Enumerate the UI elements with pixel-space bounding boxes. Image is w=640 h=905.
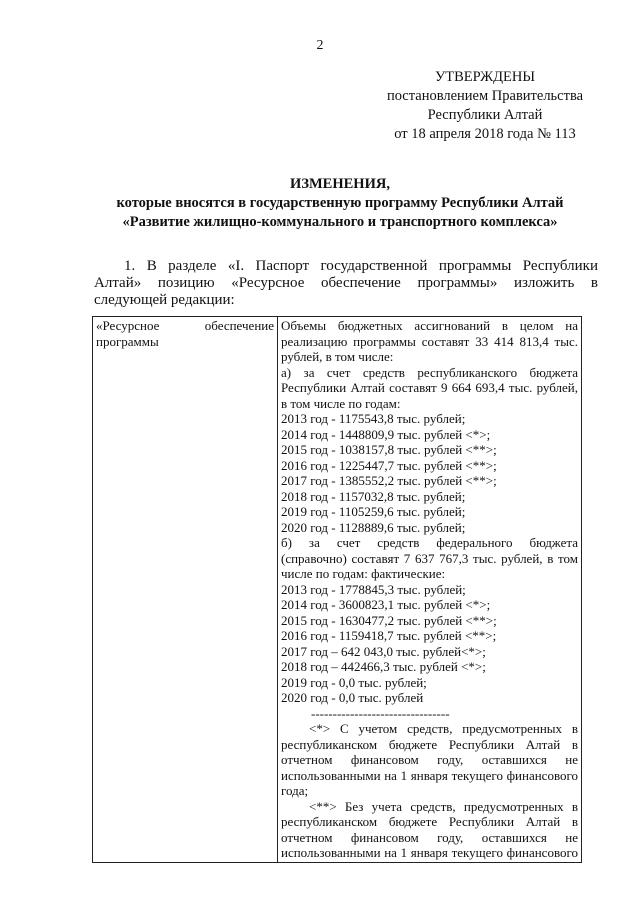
cell-line: 2020 год - 0,0 тыс. рублей: [281, 690, 424, 705]
cell-line: 2019 год - 1105259,6 тыс. рублей;: [281, 504, 466, 519]
intro-line-3: следующей редакции:: [94, 292, 235, 308]
position-label-part-1: «Ресурсное: [96, 318, 160, 333]
table-row: [93, 317, 582, 863]
position-cell: [93, 317, 278, 863]
cell-line: отчетном финансовом году, оставшихся не: [281, 829, 578, 845]
position-label-part-2: обеспечение: [204, 318, 274, 333]
intro-line-2: Алтай» позицию «Ресурсное обеспечение программы» изложить в: [94, 275, 598, 291]
footnote-separator: --------------------------------: [311, 705, 450, 721]
cell-line: республиканском бюджете Республики Алтай в: [281, 736, 578, 752]
page-number: 2: [316, 38, 324, 53]
cell-line: 2017 год - 1385552,2 тыс. рублей <**>;: [281, 473, 497, 488]
cell-line: <**> Без учета средств, предусмотренных в: [309, 798, 578, 814]
cell-line: 2018 год - 1157032,8 тыс. рублей;: [281, 488, 466, 504]
cell-line: 2013 год - 1175543,8 тыс. рублей;: [281, 411, 466, 426]
approval-line-4: от 18 апреля 2018 года № 113: [394, 126, 576, 142]
intro-line-1: 1. В разделе «I. Паспорт государственной программы Республики: [124, 258, 598, 274]
cell-line: использованными на 1 января текущего финансового: [281, 845, 578, 860]
intro-paragraph: [94, 258, 598, 309]
cell-line: 2014 год - 1448809,9 тыс. рублей <*>;: [281, 426, 491, 442]
cell-line: отчетном финансовом году, оставшихся не: [281, 752, 578, 767]
approval-line-2: постановлением Правительства: [386, 88, 584, 104]
cell-line: 2015 год - 1630477,2 тыс. рублей <**>;: [281, 612, 497, 628]
cell-line: Республики Алтай составят 9 664 693,4 тыс. рублей,: [281, 380, 578, 395]
cell-line: реализацию программы составят 33 414 813,4 тыс.: [281, 333, 578, 349]
position-label-part-3: программы: [96, 333, 159, 349]
cell-line: Объемы бюджетных ассигнований в целом на: [281, 318, 578, 333]
cell-line: (справочно) составят 7 637 767,3 тыс. рублей, в том: [281, 550, 578, 566]
content-cell: [278, 317, 582, 863]
approval-line-3: Республики Алтай: [427, 107, 543, 123]
title-line-2: которые вносятся в государственную программу Республики Алтай: [116, 195, 564, 211]
approval-block: [360, 68, 610, 144]
cell-line: <*> С учетом средств, предусмотренных в: [309, 721, 578, 736]
cell-line: 2019 год - 0,0 тыс. рублей;: [281, 674, 427, 690]
cell-line: 2014 год - 3600823,1 тыс. рублей <*>;: [281, 597, 491, 612]
document-title: [80, 175, 600, 232]
footnote-1: [281, 721, 578, 799]
title-line-3: «Развитие жилищно-коммунального и транспортного комплекса»: [122, 214, 558, 230]
cell-line: числе по годам: фактические:: [281, 566, 446, 581]
cell-line: использованными на 1 января текущего финансового: [281, 767, 578, 783]
cell-line: в том числе по годам:: [281, 395, 401, 411]
cell-line: рублей, в том числе:: [281, 349, 394, 364]
cell-line: 2017 год – 642 043,0 тыс. рублей<*>;: [281, 643, 486, 659]
cell-line: республиканском бюджете Республики Алтай в: [281, 814, 578, 829]
cell-line: 2016 год - 1225447,7 тыс. рублей <**>;: [281, 457, 497, 473]
cell-line: б) за счет средств федерального бюджета: [281, 535, 578, 550]
cell-line: 2020 год - 1128889,6 тыс. рублей;: [281, 519, 466, 535]
funding-lines: [281, 318, 578, 706]
footnote-2: [281, 799, 578, 861]
cell-line: 2015 год - 1038157,8 тыс. рублей <**>;: [281, 442, 497, 457]
cell-line: года;: [281, 783, 309, 798]
resource-table: [92, 316, 582, 863]
cell-line: 2018 год – 442466,3 тыс. рублей <*>;: [281, 659, 486, 674]
cell-line: 2013 год - 1778845,3 тыс. рублей;: [281, 581, 466, 597]
approval-line-1: УТВЕРЖДЕНЫ: [434, 69, 536, 85]
title-line-1: ИЗМЕНЕНИЯ,: [290, 176, 390, 192]
cell-line: 2016 год - 1159418,7 тыс. рублей <**>;: [281, 628, 497, 643]
cell-line: а) за счет средств республиканского бюджета: [281, 364, 578, 380]
